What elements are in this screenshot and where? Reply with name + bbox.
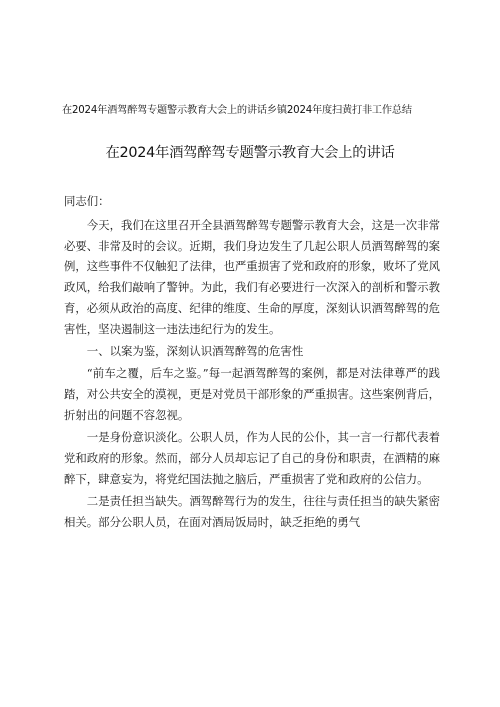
- document-header: 在2024年酒驾醉驾专题警示教育大会上的讲话乡镇2024年度扫黄打非工作总结: [62, 105, 412, 116]
- document-title: 在2024年酒驾醉驾专题警示教育大会上的讲话: [105, 145, 395, 161]
- paragraph-point-1: 一是身份意识淡化。公职人员，作为人民的公仆，其一言一行都代表着党和政府的形象。然而，部分人员却忘记了自己的身份和职责，在酒精的麻醉下，肆意妄为，将党纪国法抛之脑后，严重损害了党和政府的公信力。: [64, 430, 440, 486]
- document-body: [64, 191, 440, 534]
- paragraph-lesson: “前车之覆，后车之鉴。”每一起酒驾醉驾的案例，都是对法律尊严的践踏，对公共安全的漠视，更是对党员干部形象的严重损害。这些案例背后，折射出的问题不容忽视。: [64, 366, 440, 422]
- paragraph-point-2: 二是责任担当缺失。酒驾醉驾行为的发生，往往与责任担当的缺失紧密相关。部分公职人员，在面对酒局饭局时，缺乏拒绝的勇气: [64, 494, 440, 529]
- salutation: 同志们：: [64, 194, 110, 208]
- paragraph-intro: 今天，我们在这里召开全县酒驾醉驾专题警示教育大会，这是一次非常必要、非常及时的会议。近期，我们身边发生了几起公职人员酒驾醉驾的案例，这些事件不仅触犯了法律，也严重损害了党和政府的形象，败坏了党风政风，给我们敲响了警钟。为此，我们有必要进行一次深入的剖析和警示教育，必须从政治的高度、纪律的维度、生命的厚度，深刻认识酒驾醉驾的危害性，坚决遏制这一违法违纪行为的发生。: [64, 217, 440, 336]
- section-heading-1: 一、以案为鉴，深刻认识酒驾醉驾的危害性: [86, 344, 304, 359]
